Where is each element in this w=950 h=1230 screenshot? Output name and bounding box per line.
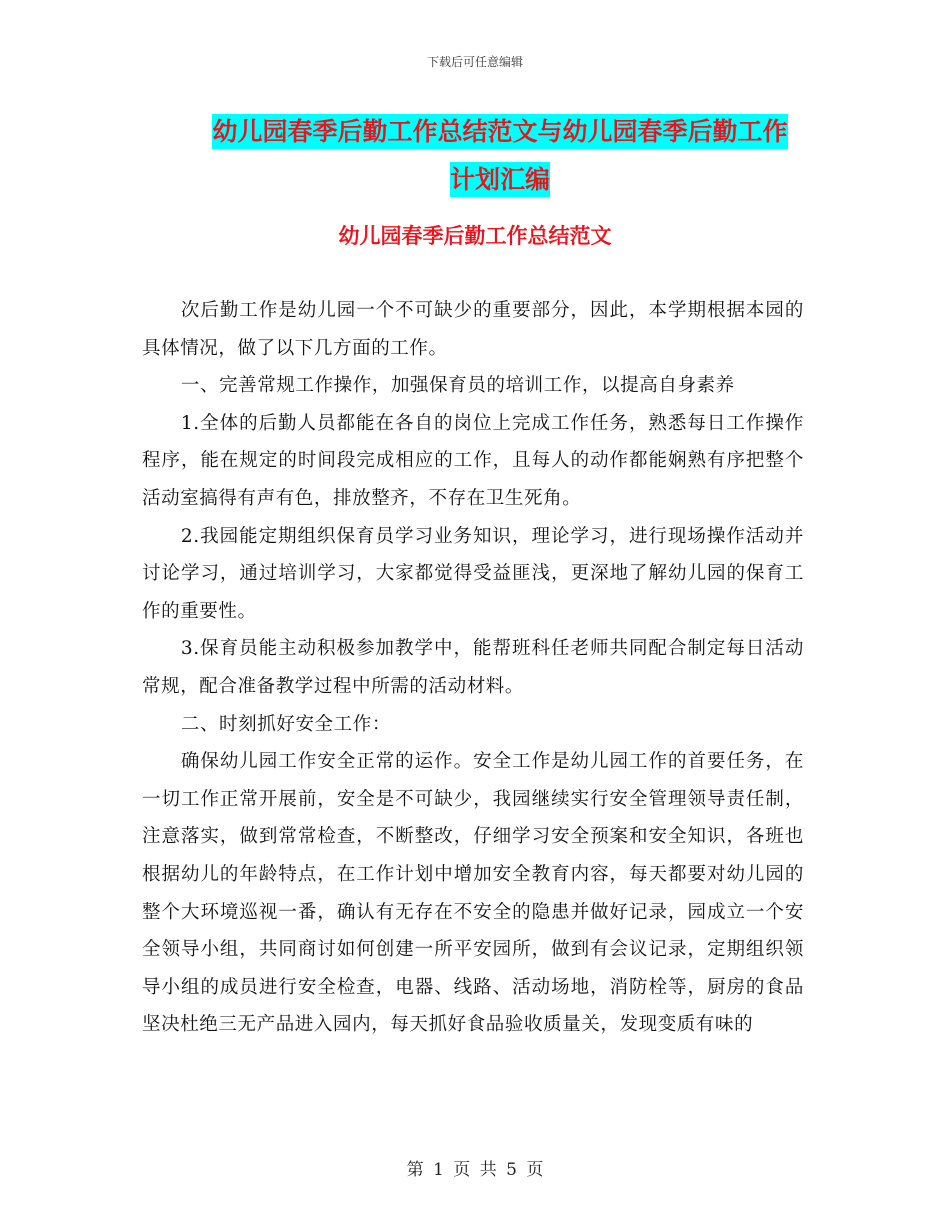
paragraph-safety: 确保幼儿园工作安全正常的运作。安全工作是幼儿园工作的首要任务，在一切工作正常开展前，安全是不可缺少，我园继续实行安全管理领导责任制，注意落实，做到常常检查，不断整改，仔细学习安全预案和安全知识，各班也根据幼儿的年龄特点，在工作计划中增加安全教育内容，每天都要对幼儿园的整个大环境巡视一番，确认有无存在不安全的隐患并做好记录，园成立一个安全领导小组，共同商讨如何创建一所平安园所，做到有会议记录，定期组织领导小组的成员进行安全检查，电器、线路、活动场地，消防栓等，厨房的食品坚决杜绝三无产品进入园内，每天抓好食品验收质量关，发现变质有味的 (142, 751, 804, 1036)
document-title-line-1: 幼儿园春季后勤工作总结范文与幼儿园春季后勤工作 (212, 114, 787, 149)
section-title: 幼儿园春季后勤工作总结范文 (338, 224, 612, 248)
header-note: 下载后可任意编辑 (426, 55, 523, 69)
paragraph-heading-2: 二、时刻抓好安全工作： (180, 713, 391, 735)
document-title (150, 108, 850, 204)
paragraph-heading-1: 一、完善常规工作操作，加强保育员的培训工作，以提高自身素养 (180, 375, 735, 397)
document-title-line-2: 计划汇编 (450, 162, 550, 197)
paragraph-item-1: 1.全体的后勤人员都能在各自的岗位上完成工作任务，熟悉每日工作操作程序，能在规定的时间段完成相应的工作，且每人的动作都能娴熟有序把整个活动室搞得有声有色，排放整齐，不存在卫生死角。 (142, 412, 804, 509)
page-footer: 第 1 页 共 5 页 (406, 1160, 544, 1180)
paragraph-item-3: 3.保育员能主动积极参加教学中，能帮班科任老师共同配合制定每日活动常规，配合准备教学过程中所需的活动材料。 (142, 638, 804, 697)
document-body (142, 292, 804, 1044)
paragraph-item-2: 2.我园能定期组织保育员学习业务知识，理论学习，进行现场操作活动并讨论学习，通过培训学习，大家都觉得受益匪浅，更深地了解幼儿园的保育工作的重要性。 (142, 525, 804, 622)
paragraph-intro: 次后勤工作是幼儿园一个不可缺少的重要部分，因此，本学期根据本园的具体情况，做了以下几方面的工作。 (142, 300, 804, 359)
